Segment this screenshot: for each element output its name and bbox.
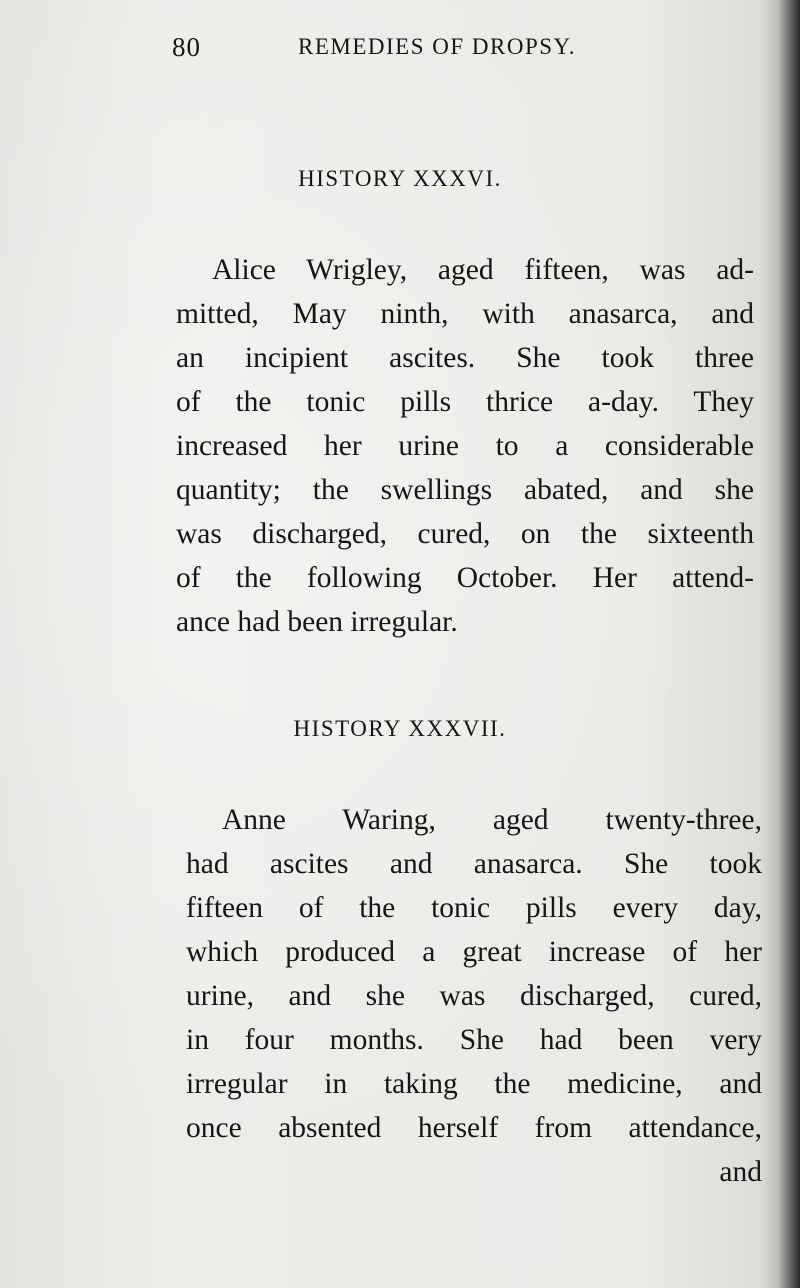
text-line: fifteen of the tonic pills every day, xyxy=(186,892,762,924)
text-line: Alice Wrigley, aged fifteen, was ad- xyxy=(212,254,754,286)
history-heading: HISTORY XXXVII. xyxy=(293,716,507,741)
text-line: of the following October. Her attend- xyxy=(176,562,754,594)
text-line: urine, and she was discharged, cured, xyxy=(186,980,762,1012)
history-paragraph xyxy=(176,248,754,644)
catchword: and xyxy=(719,1156,762,1188)
text-line: increased her urine to a considerable xyxy=(176,430,754,462)
text-line: once absented herself from attendance, xyxy=(186,1112,762,1144)
page-header xyxy=(172,32,632,68)
running-head: REMEDIES OF DROPSY. xyxy=(298,34,576,59)
text-line: ance had been irregular. xyxy=(176,606,458,638)
text-line: of the tonic pills thrice a-day. They xyxy=(176,386,754,418)
text-line: Anne Waring, aged twenty-three, xyxy=(222,804,762,836)
text-line: quantity; the swellings abated, and she xyxy=(176,474,754,506)
text-line: irregular in taking the medicine, and xyxy=(186,1068,762,1100)
page-number: 80 xyxy=(172,32,201,62)
text-line: had ascites and anasarca. She took xyxy=(186,848,762,880)
page-gutter-shadow xyxy=(778,0,800,1288)
text-line: was discharged, cured, on the sixteenth xyxy=(176,518,754,550)
text-line: which produced a great increase of her xyxy=(186,936,762,968)
history-heading: HISTORY XXXVI. xyxy=(298,166,502,191)
history-paragraph xyxy=(186,798,762,1194)
text-line: mitted, May ninth, with anasarca, and xyxy=(176,298,754,330)
text-line: an incipient ascites. She took three xyxy=(176,342,754,374)
text-line: in four months. She had been very xyxy=(186,1024,762,1056)
